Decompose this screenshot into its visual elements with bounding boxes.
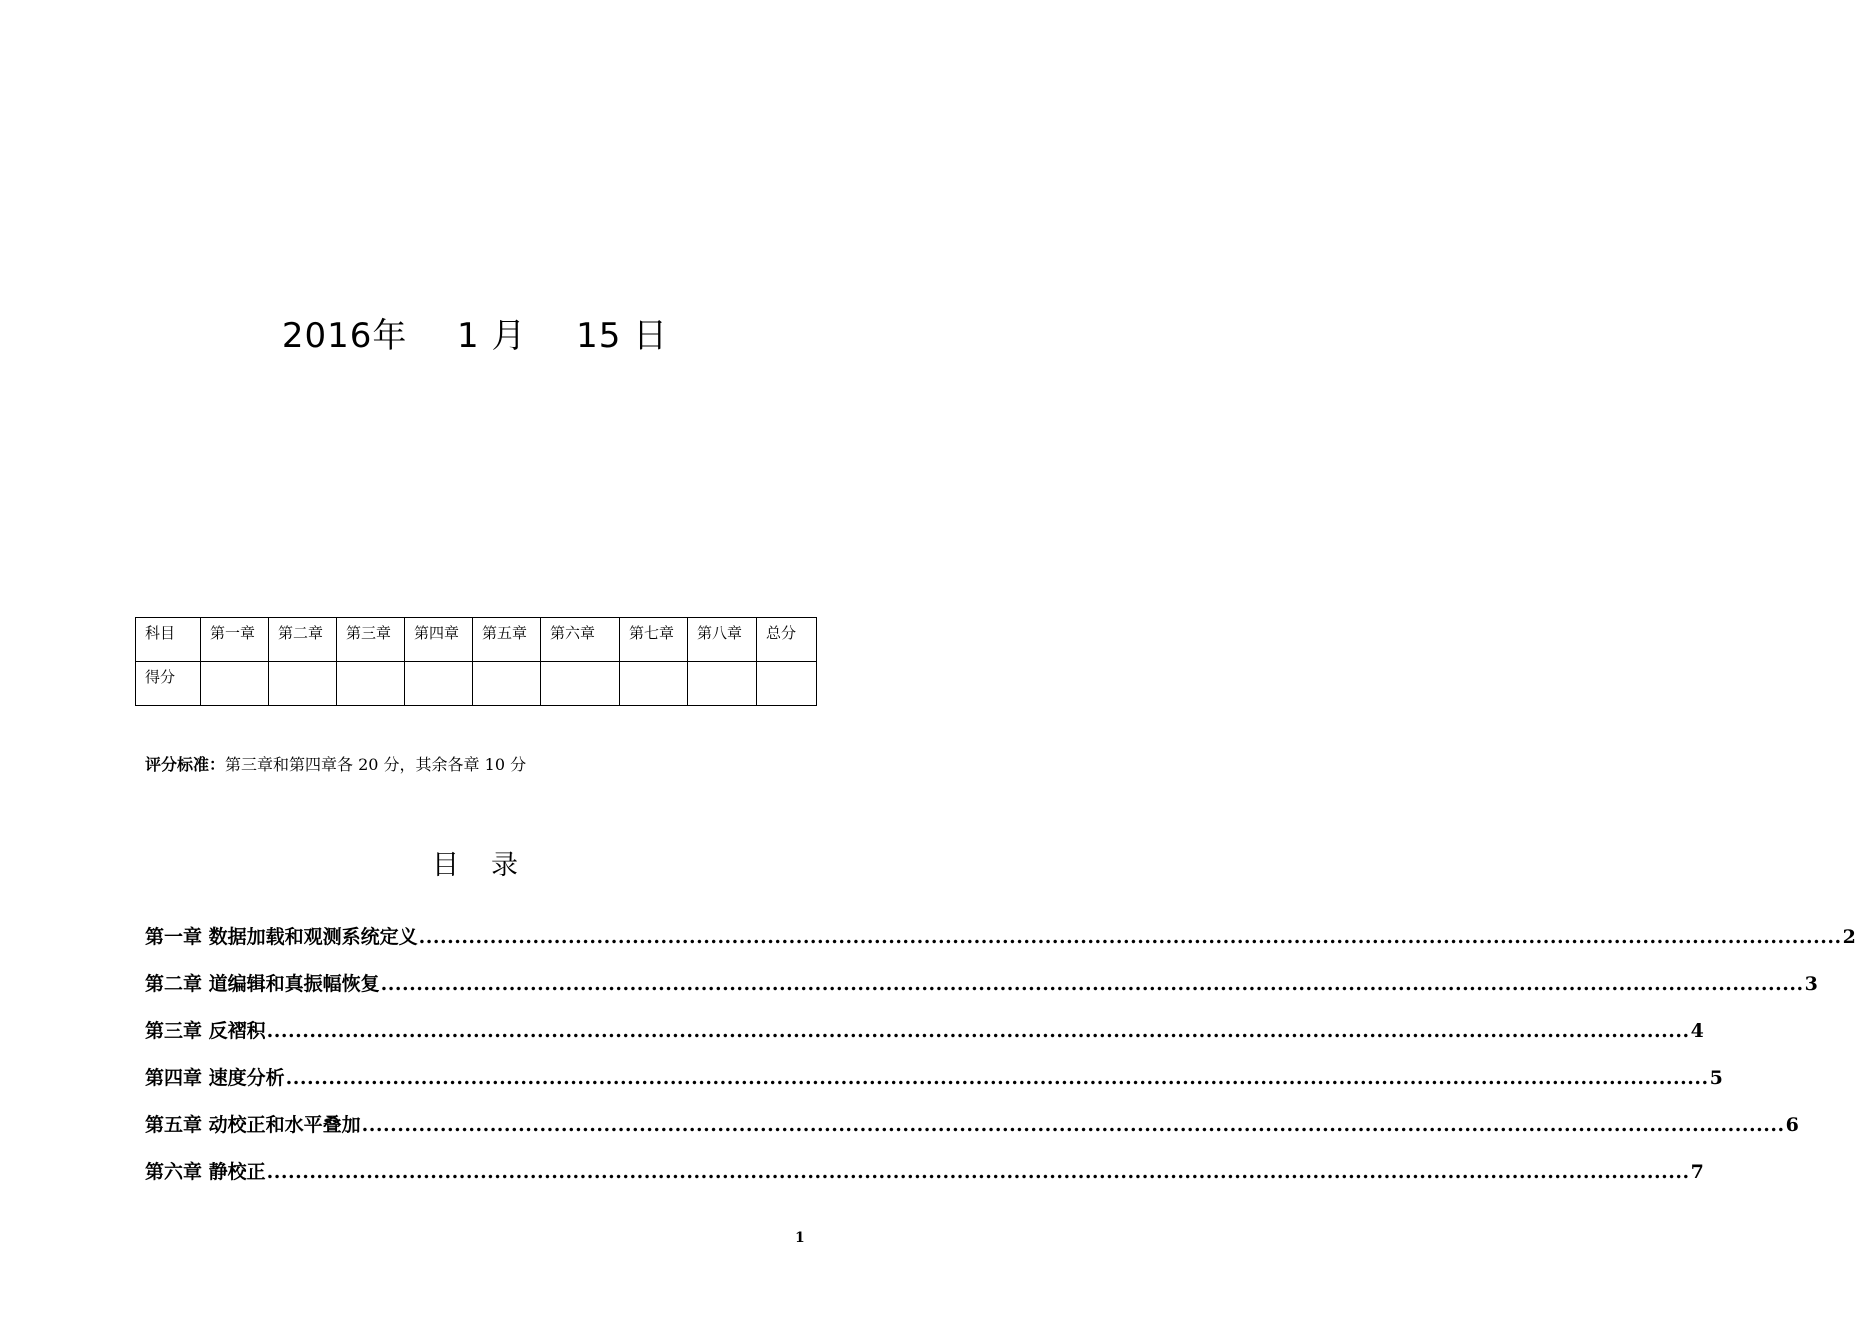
header-cell-ch5: 第五章 bbox=[473, 618, 541, 662]
toc-leader-dots: ........................................................................................................................................................................................................ bbox=[418, 926, 1842, 948]
cover-date bbox=[0, 312, 950, 360]
toc-entry-page: 7 bbox=[1690, 1161, 1704, 1183]
header-cell-subject: 科目 bbox=[136, 618, 201, 662]
toc-entry[interactable] bbox=[145, 1157, 1704, 1204]
toc-entry[interactable] bbox=[145, 922, 1856, 969]
toc-entry-page: 3 bbox=[1804, 973, 1818, 995]
toc-entry-page: 6 bbox=[1785, 1114, 1799, 1136]
toc-entry-label: 第三章 反褶积 bbox=[145, 1020, 266, 1042]
toc-entry-label: 第二章 道编辑和真振幅恢复 bbox=[145, 973, 380, 995]
header-cell-ch7: 第七章 bbox=[620, 618, 688, 662]
toc-entry[interactable] bbox=[145, 969, 1818, 1016]
date-day: 15 bbox=[576, 316, 622, 356]
date-year-unit: 年 bbox=[372, 316, 408, 356]
toc-entry-page: 5 bbox=[1709, 1067, 1723, 1089]
header-cell-ch2: 第二章 bbox=[269, 618, 337, 662]
date-month: 1 bbox=[457, 316, 480, 356]
toc-entry[interactable] bbox=[145, 1110, 1799, 1157]
score-cell bbox=[688, 662, 757, 706]
toc-leader-dots: ........................................................................................................................................................................................................ bbox=[361, 1114, 1785, 1136]
toc-leader-dots: ........................................................................................................................................................................................................ bbox=[285, 1067, 1709, 1089]
score-cell bbox=[337, 662, 405, 706]
toc-entry-label: 第六章 静校正 bbox=[145, 1161, 266, 1183]
header-cell-ch4: 第四章 bbox=[405, 618, 473, 662]
grading-standard bbox=[145, 752, 526, 778]
toc-title: 目录 bbox=[432, 850, 550, 881]
score-cell bbox=[473, 662, 541, 706]
date-month-unit: 月 bbox=[491, 316, 527, 356]
table-of-contents bbox=[145, 922, 1856, 1204]
toc-leader-dots: ........................................................................................................................................................................................................ bbox=[266, 1161, 1690, 1183]
toc-entry-label: 第五章 动校正和水平叠加 bbox=[145, 1114, 361, 1136]
header-cell-ch3: 第三章 bbox=[337, 618, 405, 662]
score-cell bbox=[405, 662, 473, 706]
grading-text: 第三章和第四章各 20 分，其余各章 10 分 bbox=[225, 755, 527, 774]
score-cell bbox=[269, 662, 337, 706]
date-day-unit: 日 bbox=[633, 316, 669, 356]
toc-entry-label: 第四章 速度分析 bbox=[145, 1067, 285, 1089]
toc-entry-page: 4 bbox=[1690, 1020, 1704, 1042]
header-cell-total: 总分 bbox=[757, 618, 817, 662]
toc-entry[interactable] bbox=[145, 1016, 1704, 1063]
header-cell-ch6: 第六章 bbox=[541, 618, 620, 662]
toc-entry[interactable] bbox=[145, 1063, 1723, 1110]
score-cell bbox=[201, 662, 269, 706]
score-row-label: 得分 bbox=[136, 662, 201, 706]
score-cell bbox=[620, 662, 688, 706]
toc-entry-page: 2 bbox=[1842, 926, 1856, 948]
header-cell-ch8: 第八章 bbox=[688, 618, 757, 662]
toc-leader-dots: ........................................................................................................................................................................................................ bbox=[380, 973, 1804, 995]
score-table-header-row bbox=[136, 618, 817, 662]
score-cell bbox=[541, 662, 620, 706]
score-cell bbox=[757, 662, 817, 706]
date-year: 2016 bbox=[281, 316, 373, 356]
toc-leader-dots: ........................................................................................................................................................................................................ bbox=[266, 1020, 1690, 1042]
grading-label: 评分标准： bbox=[145, 755, 226, 774]
score-table bbox=[135, 617, 817, 706]
toc-entry-label: 第一章 数据加载和观测系统定义 bbox=[145, 926, 418, 948]
header-cell-ch1: 第一章 bbox=[201, 618, 269, 662]
score-table-score-row bbox=[136, 662, 817, 706]
page-number: 1 bbox=[795, 1230, 805, 1246]
